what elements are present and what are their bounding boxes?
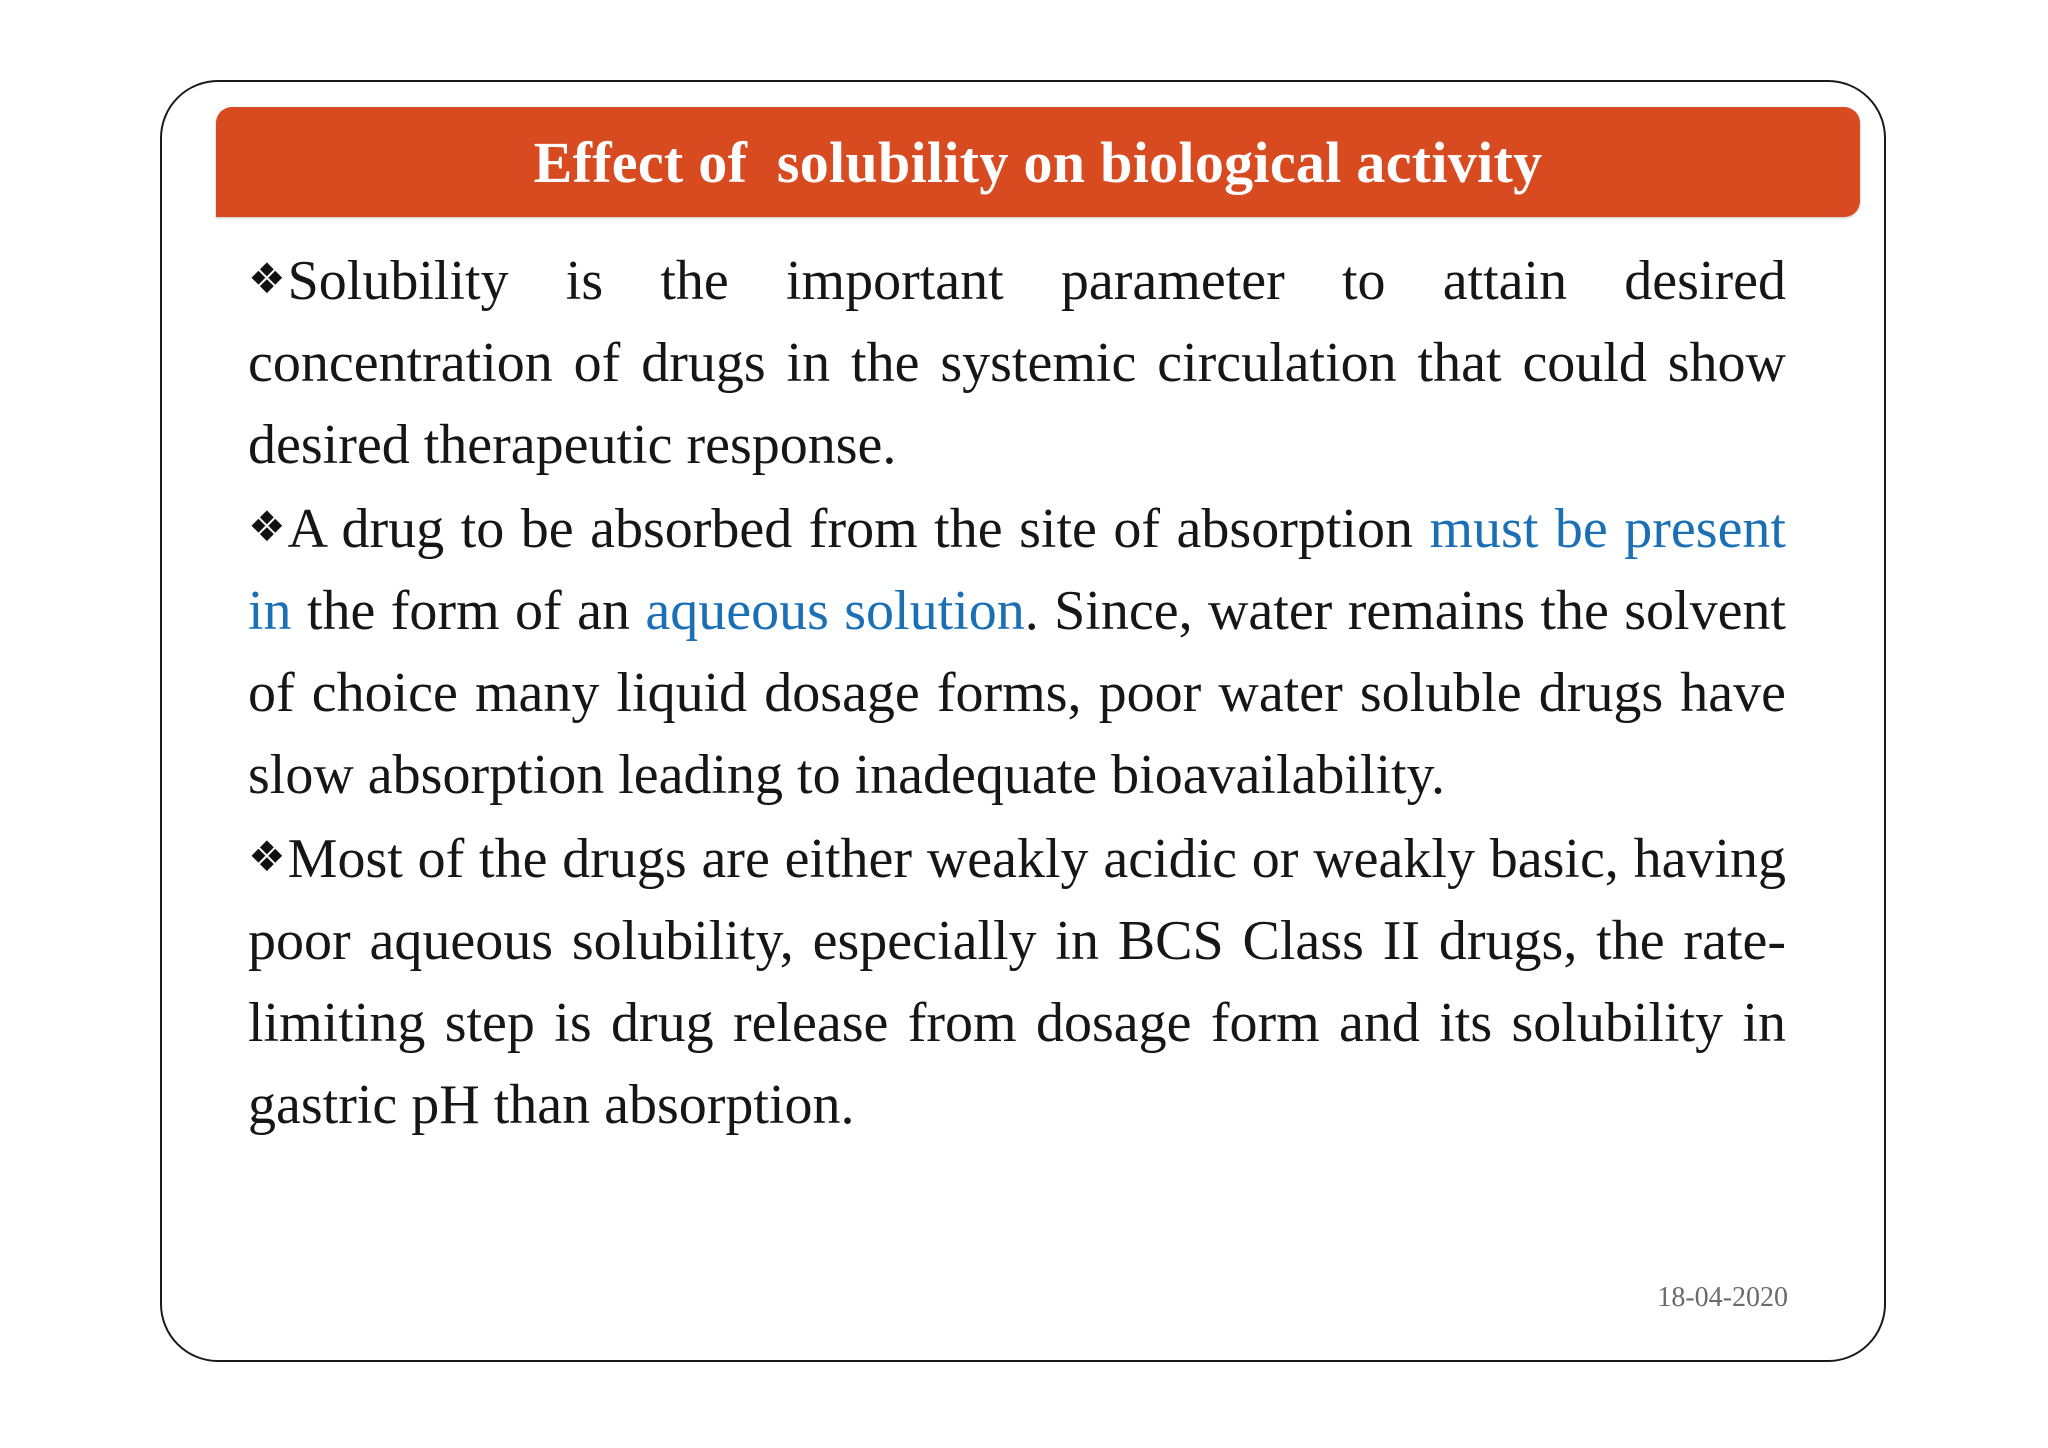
four-diamond-bullet-icon: ❖: [248, 502, 286, 551]
four-diamond-bullet-icon: ❖: [248, 832, 286, 881]
bullet-1-text: Solubility is the important parameter to attain desired concentration of drugs in the systemic circulation that could show desired therapeutic response.: [248, 250, 1786, 476]
slide-title: Effect of solubility on biological activity: [533, 129, 1543, 195]
bullet-2-text-b: the form of an: [291, 580, 646, 642]
bullet-2-text-a: A drug to be absorbed from the site of absorption: [287, 498, 1430, 560]
slide-content: [248, 238, 1786, 1146]
highlighted-phrase: aqueous solution: [645, 580, 1025, 642]
slide-date: 18-04-2020: [1657, 1282, 1788, 1313]
bullet-point-1: [248, 238, 1786, 486]
title-bar: [216, 107, 1860, 217]
bullet-2-text-c: . Since, water remains the solvent of choice many liquid dosage forms, poor water soluble drugs have slow absorption leading to inadequate bioavailability.: [248, 580, 1786, 806]
bullet-point-2: [248, 486, 1786, 816]
bullet-point-3: [248, 816, 1786, 1146]
bullet-3-text: Most of the drugs are either weakly acidic or weakly basic, having poor aqueous solubility, especially in BCS Class II drugs, the rate-limiting step is drug release from dosage form and its solubility in gastric pH than absorption.: [248, 828, 1786, 1136]
highlighted-phrase: must be present in: [248, 498, 1786, 642]
four-diamond-bullet-icon: ❖: [248, 254, 286, 303]
